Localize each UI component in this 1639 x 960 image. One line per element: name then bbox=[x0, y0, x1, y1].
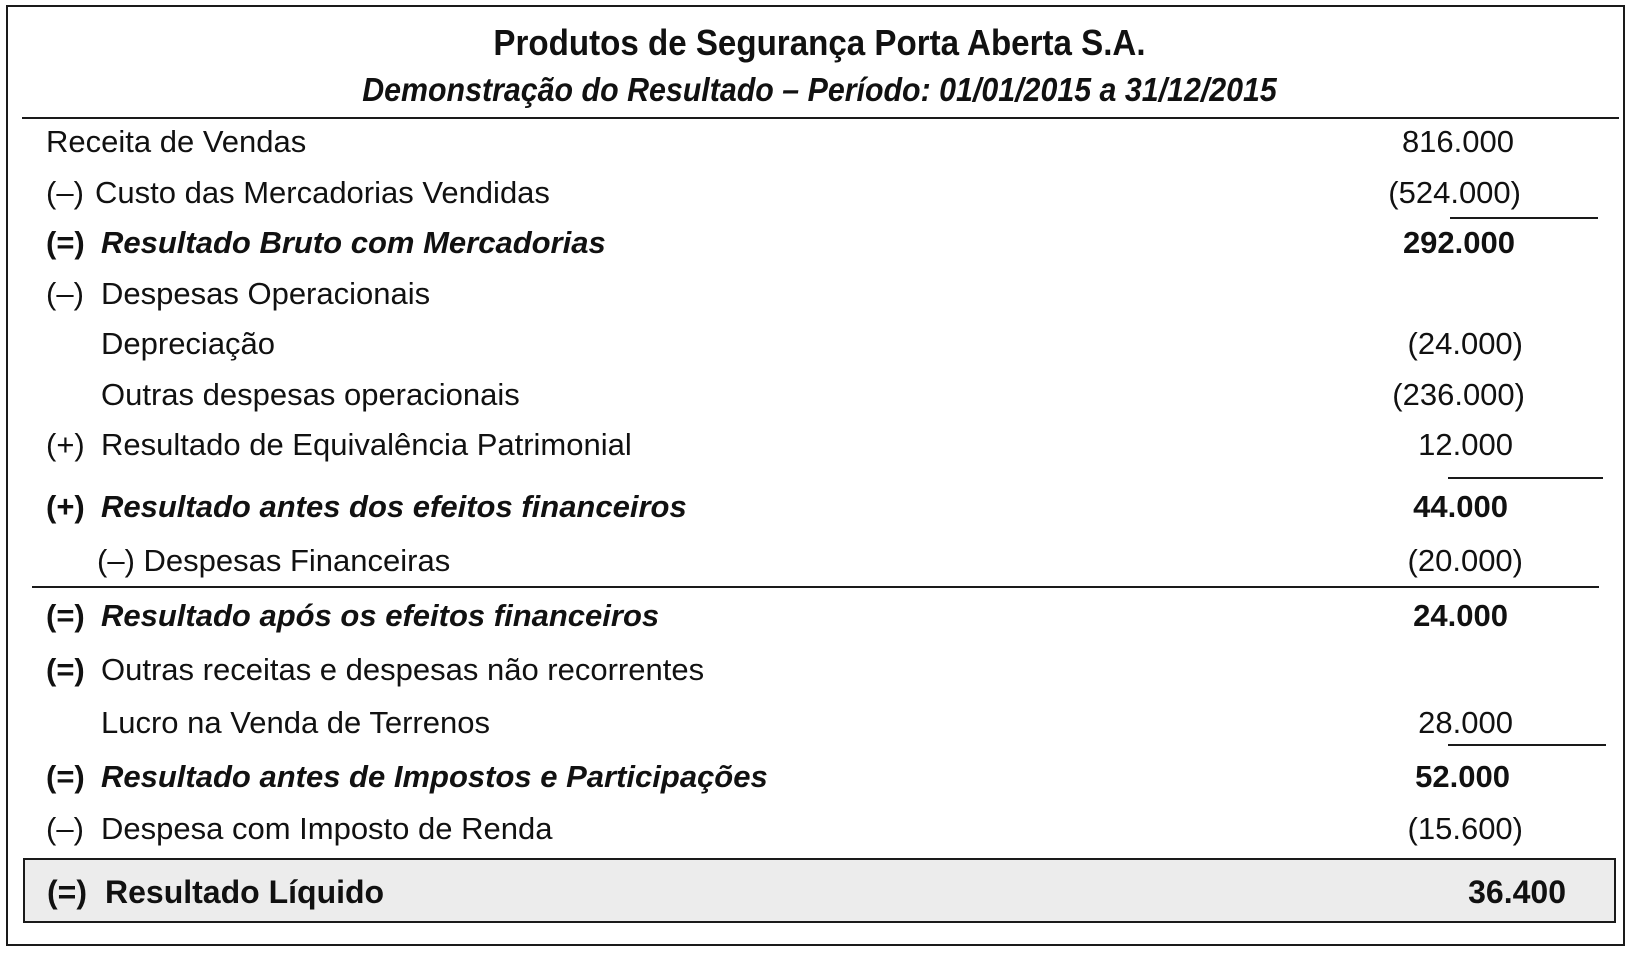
statement-row-nao-recorrentes bbox=[0, 646, 1639, 694]
row-label: Custo das Mercadorias Vendidas bbox=[95, 175, 550, 210]
statement-row-resultado-bruto bbox=[0, 219, 1639, 267]
total-label: Resultado Líquido bbox=[105, 874, 385, 910]
row-label: Depreciação bbox=[101, 326, 276, 361]
section-divider bbox=[32, 586, 1599, 588]
total-symbol: (=) bbox=[47, 874, 87, 910]
statement-row-venda-terrenos bbox=[0, 699, 1639, 747]
row-label: Receita de Vendas bbox=[46, 124, 307, 159]
statement-row-despesas-financeiras bbox=[0, 537, 1639, 585]
row-label: Outras despesas operacionais bbox=[101, 377, 520, 412]
row-symbol: (+) bbox=[46, 489, 85, 524]
subtotal-underline bbox=[1448, 477, 1603, 479]
statement-row-apos-efeitos-financeiros bbox=[0, 592, 1639, 640]
row-value: 292.000 bbox=[1402, 225, 1515, 260]
row-label: Lucro na Venda de Terrenos bbox=[101, 705, 490, 740]
row-value: 12.000 bbox=[1418, 427, 1513, 462]
statement-row-cmv bbox=[0, 169, 1639, 217]
row-symbol: (–) bbox=[46, 811, 84, 846]
statement-subtitle: Demonstração do Resultado – Período: 01/01/2015 a 31/12/2015 bbox=[362, 71, 1277, 108]
statement-row-equivalencia-patrimonial bbox=[0, 421, 1639, 469]
row-symbol: (=) bbox=[46, 652, 85, 687]
row-label: Despesa com Imposto de Renda bbox=[101, 811, 553, 846]
row-label: Outras receitas e despesas não recorrentes bbox=[101, 652, 705, 687]
row-value: (24.000) bbox=[1407, 326, 1523, 361]
subtotal-underline bbox=[1448, 744, 1606, 746]
row-symbol: (=) bbox=[46, 225, 85, 260]
row-value: 44.000 bbox=[1413, 489, 1508, 524]
row-symbol: (–) bbox=[46, 175, 84, 210]
row-label: Despesas Operacionais bbox=[101, 276, 431, 311]
row-symbol: (–) bbox=[46, 276, 84, 311]
row-symbol: (=) bbox=[46, 759, 85, 794]
row-value: (524.000) bbox=[1388, 175, 1521, 210]
statement-row-antes-impostos bbox=[0, 753, 1639, 801]
statement-row-imposto-renda bbox=[0, 805, 1639, 853]
row-label: Resultado antes dos efeitos financeiros bbox=[101, 489, 687, 524]
statement-row-outras-despesas bbox=[0, 371, 1639, 419]
row-label: Resultado Bruto com Mercadorias bbox=[101, 225, 606, 260]
statement-row-receita-vendas bbox=[0, 118, 1639, 166]
total-value: 36.400 bbox=[1468, 874, 1566, 910]
row-value: 52.000 bbox=[1415, 759, 1510, 794]
statement-row-despesas-operacionais bbox=[0, 270, 1639, 318]
row-value: 816.000 bbox=[1401, 124, 1514, 159]
row-label: (–) Despesas Financeiras bbox=[97, 543, 451, 578]
row-symbol: (=) bbox=[46, 598, 85, 633]
row-value: (20.000) bbox=[1407, 543, 1523, 578]
row-label: Resultado de Equivalência Patrimonial bbox=[101, 427, 632, 462]
net-result-box bbox=[23, 858, 1616, 923]
row-label: Resultado após os efeitos financeiros bbox=[101, 598, 660, 633]
row-symbol: (+) bbox=[46, 427, 85, 462]
row-value: 28.000 bbox=[1418, 705, 1513, 740]
row-value: (15.600) bbox=[1407, 811, 1523, 846]
statement-row-antes-efeitos-financeiros bbox=[0, 483, 1639, 531]
company-title: Produtos de Segurança Porta Aberta S.A. bbox=[493, 22, 1146, 63]
statement-row-depreciacao bbox=[0, 320, 1639, 368]
row-value: 24.000 bbox=[1413, 598, 1508, 633]
row-value: (236.000) bbox=[1392, 377, 1525, 412]
row-label: Resultado antes de Impostos e Participações bbox=[101, 759, 768, 794]
